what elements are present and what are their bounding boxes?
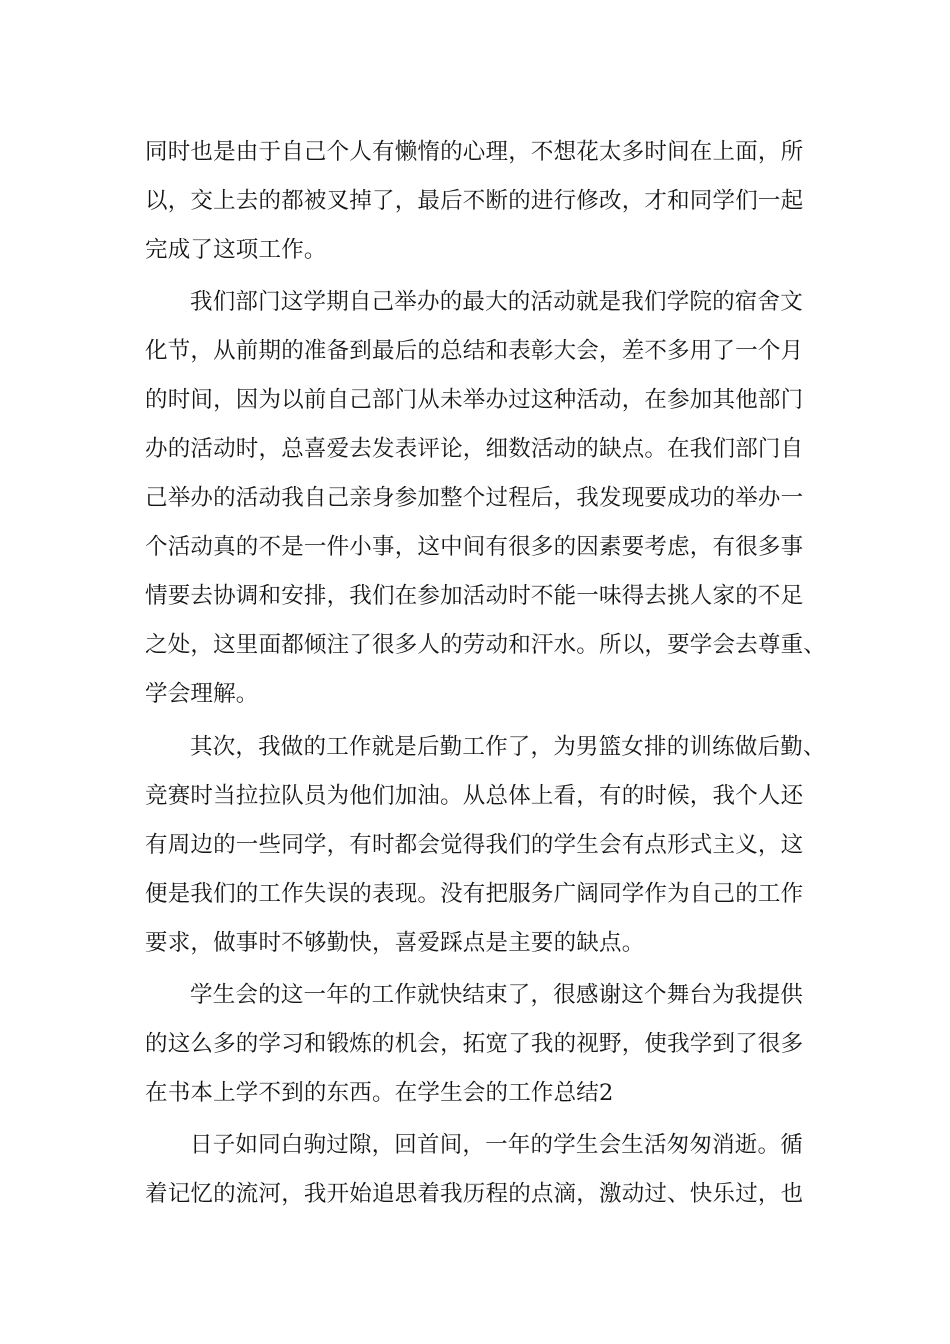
text-line: 个活动真的不是一件小事，这中间有很多的因素要考虑，有很多事: [145, 534, 804, 560]
text-line: 在书本上学不到的东西。在学生会的工作总结2: [145, 1080, 614, 1106]
text-line: 的时间，因为以前自己部门从未举办过这种活动，在参加其他部门: [145, 387, 804, 413]
text-line: 便是我们的工作失误的表现。没有把服务广阔同学作为自己的工作: [145, 881, 804, 907]
paragraph-start-line: 我们部门这学期自己举办的最大的活动就是我们学院的宿舍文: [190, 289, 803, 315]
text-line: 学会理解。: [145, 681, 259, 707]
text-line: 化节，从前期的准备到最后的总结和表彰大会，差不多用了一个月: [145, 338, 804, 364]
text-line: 要求，做事时不够勤快，喜爱踩点是主要的缺点。: [145, 930, 645, 956]
text-line: 己举办的活动我自己亲身参加整个过程后，我发现要成功的举办一: [145, 485, 804, 511]
text-line: 的这么多的学习和锻炼的机会，拓宽了我的视野，使我学到了很多: [145, 1031, 804, 1057]
text-line: 着记忆的流河，我开始追思着我历程的点滴，激动过、快乐过，也: [145, 1181, 804, 1207]
text-line: 完成了这项工作。: [145, 237, 327, 263]
text-line: 办的活动时，总喜爱去发表评论，细数活动的缺点。在我们部门自: [145, 436, 804, 462]
text-line: 有周边的一些同学，有时都会觉得我们的学生会有点形式主义，这: [145, 832, 804, 858]
text-line: 以，交上去的都被叉掉了，最后不断的进行修改，才和同学们一起: [145, 188, 804, 214]
paragraph-start-line: 其次，我做的工作就是后勤工作了，为男篮女排的训练做后勤、: [190, 734, 826, 760]
text-line: 同时也是由于自己个人有懒惰的心理，不想花太多时间在上面，所: [145, 139, 804, 165]
text-line: 之处，这里面都倾注了很多人的劳动和汗水。所以，要学会去尊重、: [145, 632, 827, 658]
text-line: 竞赛时当拉拉队员为他们加油。从总体上看，有的时候，我个人还: [145, 783, 804, 809]
text-line: 情要去协调和安排，我们在参加活动时不能一味得去挑人家的不足: [145, 583, 804, 609]
paragraph-start-line: 日子如同白驹过隙，回首间，一年的学生会生活匆匆消逝。循: [190, 1132, 803, 1158]
paragraph-start-line: 学生会的这一年的工作就快结束了，很感谢这个舞台为我提供: [190, 982, 803, 1008]
